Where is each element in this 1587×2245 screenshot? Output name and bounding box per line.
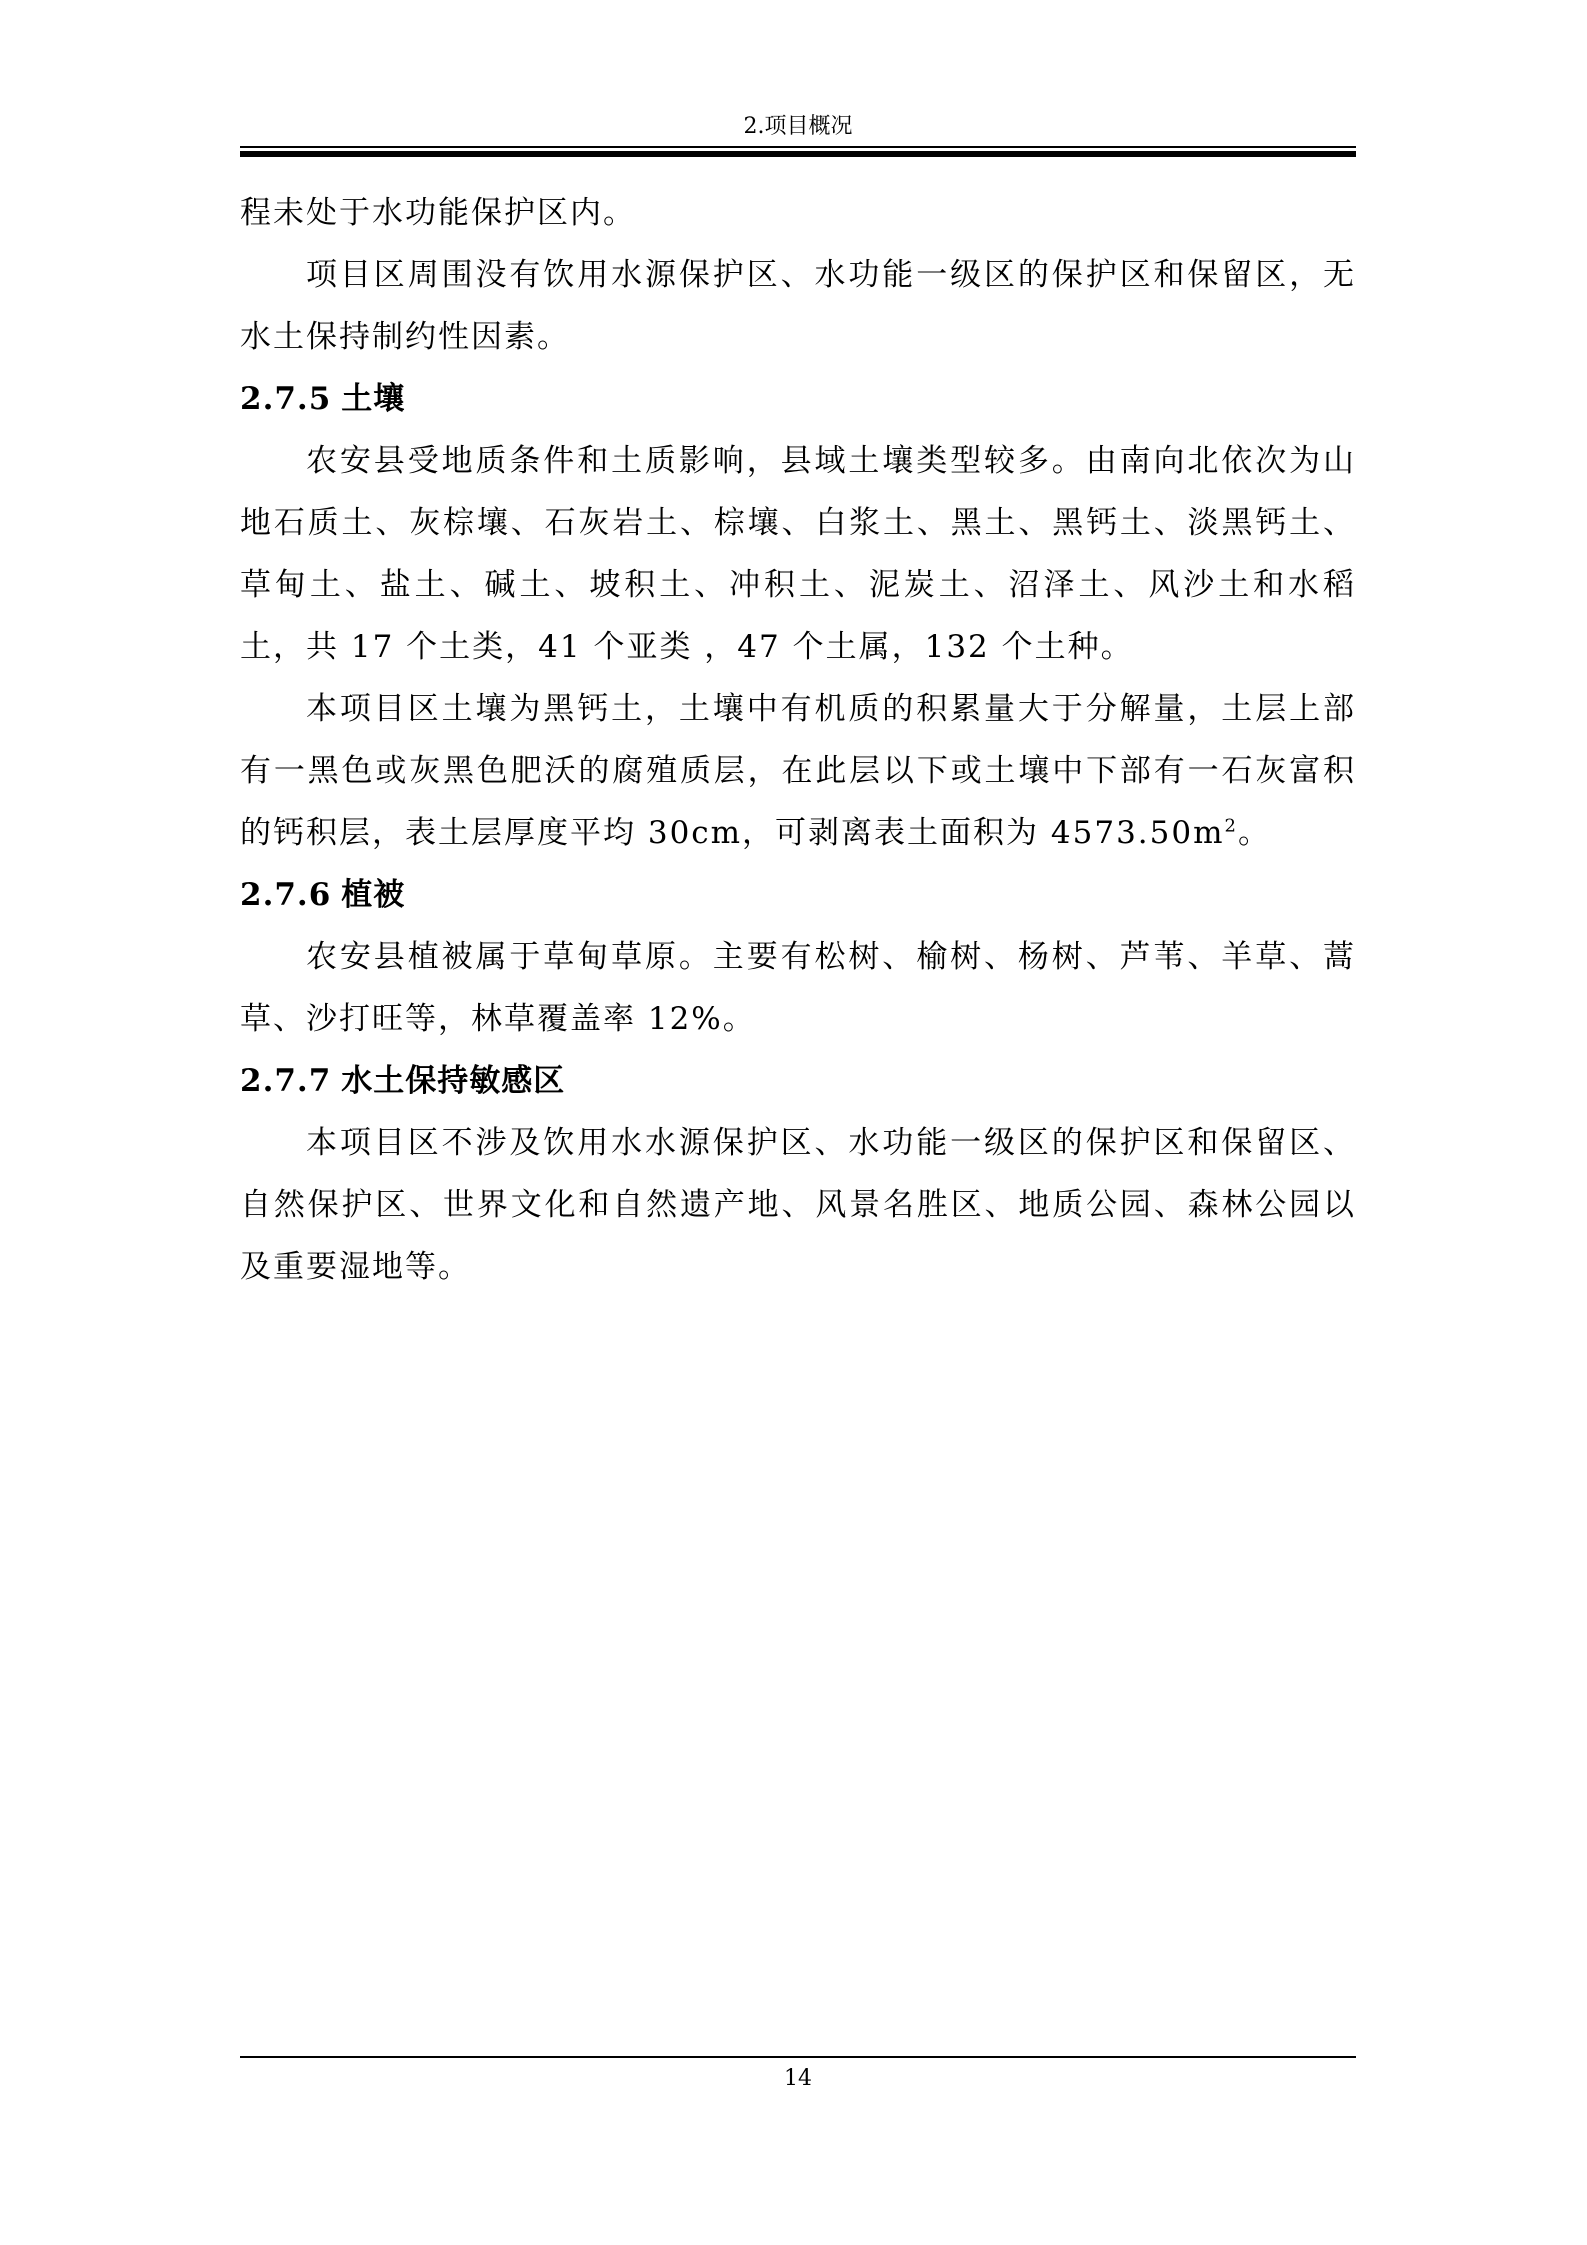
paragraph-end: 。 xyxy=(1237,815,1271,851)
section-title: 水土保持敏感区 xyxy=(341,1063,566,1099)
paragraph-continuation: 程未处于水功能保护区内。 xyxy=(240,195,636,231)
superscript: 2 xyxy=(1224,815,1238,837)
page-number: 14 xyxy=(784,2066,812,2091)
paragraph-soil-types: 农安县受地质条件和土质影响，县域土壤类型较多。由南向北依次为山地石质土、灰棕壤、石灰岩土、棕壤、白浆土、黑土、黑钙土、淡黑钙土、草甸土、盐土、碱土、坡积土、冲积土、泥炭土、沼泽土、风沙土和水稻土，共 17 个土类，41 个亚类 ，47 个土属，132 个土种。 xyxy=(240,443,1356,665)
paragraph-protection-zones: 项目区周围没有饮用水源保护区、水功能一级区的保护区和保留区，无水土保持制约性因素。 xyxy=(240,257,1356,355)
footer-rule xyxy=(240,2056,1356,2058)
section-number: 2.7.7 xyxy=(240,1063,332,1099)
paragraph-project-soil xyxy=(240,678,1356,864)
paragraph-sensitive-areas: 本项目区不涉及饮用水水源保护区、水功能一级区的保护区和保留区、自然保护区、世界文化和自然遗产地、风景名胜区、地质公园、森林公园以及重要湿地等。 xyxy=(240,1125,1356,1285)
running-header: 2.项目概况 xyxy=(743,114,853,139)
header-rule-thin xyxy=(240,146,1356,148)
body-content xyxy=(240,182,1356,1298)
section-number: 2.7.5 xyxy=(240,381,332,417)
section-title: 植被 xyxy=(341,877,406,913)
section-heading-soil xyxy=(240,368,1356,430)
section-number: 2.7.6 xyxy=(240,877,332,913)
header-rule-thick xyxy=(240,151,1356,157)
paragraph-vegetation: 农安县植被属于草甸草原。主要有松树、榆树、杨树、芦苇、羊草、蒿草、沙打旺等，林草覆盖率 12%。 xyxy=(240,939,1356,1037)
paragraph-text: 本项目区土壤为黑钙土，土壤中有机质的积累量大于分解量，土层上部有一黑色或灰黑色肥沃的腐殖质层，在此层以下或土壤中下部有一石灰富积的钙积层，表土层厚度平均 30cm，可剥离表土面积为 4573.50m xyxy=(240,691,1356,851)
section-heading-sensitive-areas xyxy=(240,1050,1356,1112)
section-title: 土壤 xyxy=(341,381,406,417)
section-heading-vegetation xyxy=(240,864,1356,926)
